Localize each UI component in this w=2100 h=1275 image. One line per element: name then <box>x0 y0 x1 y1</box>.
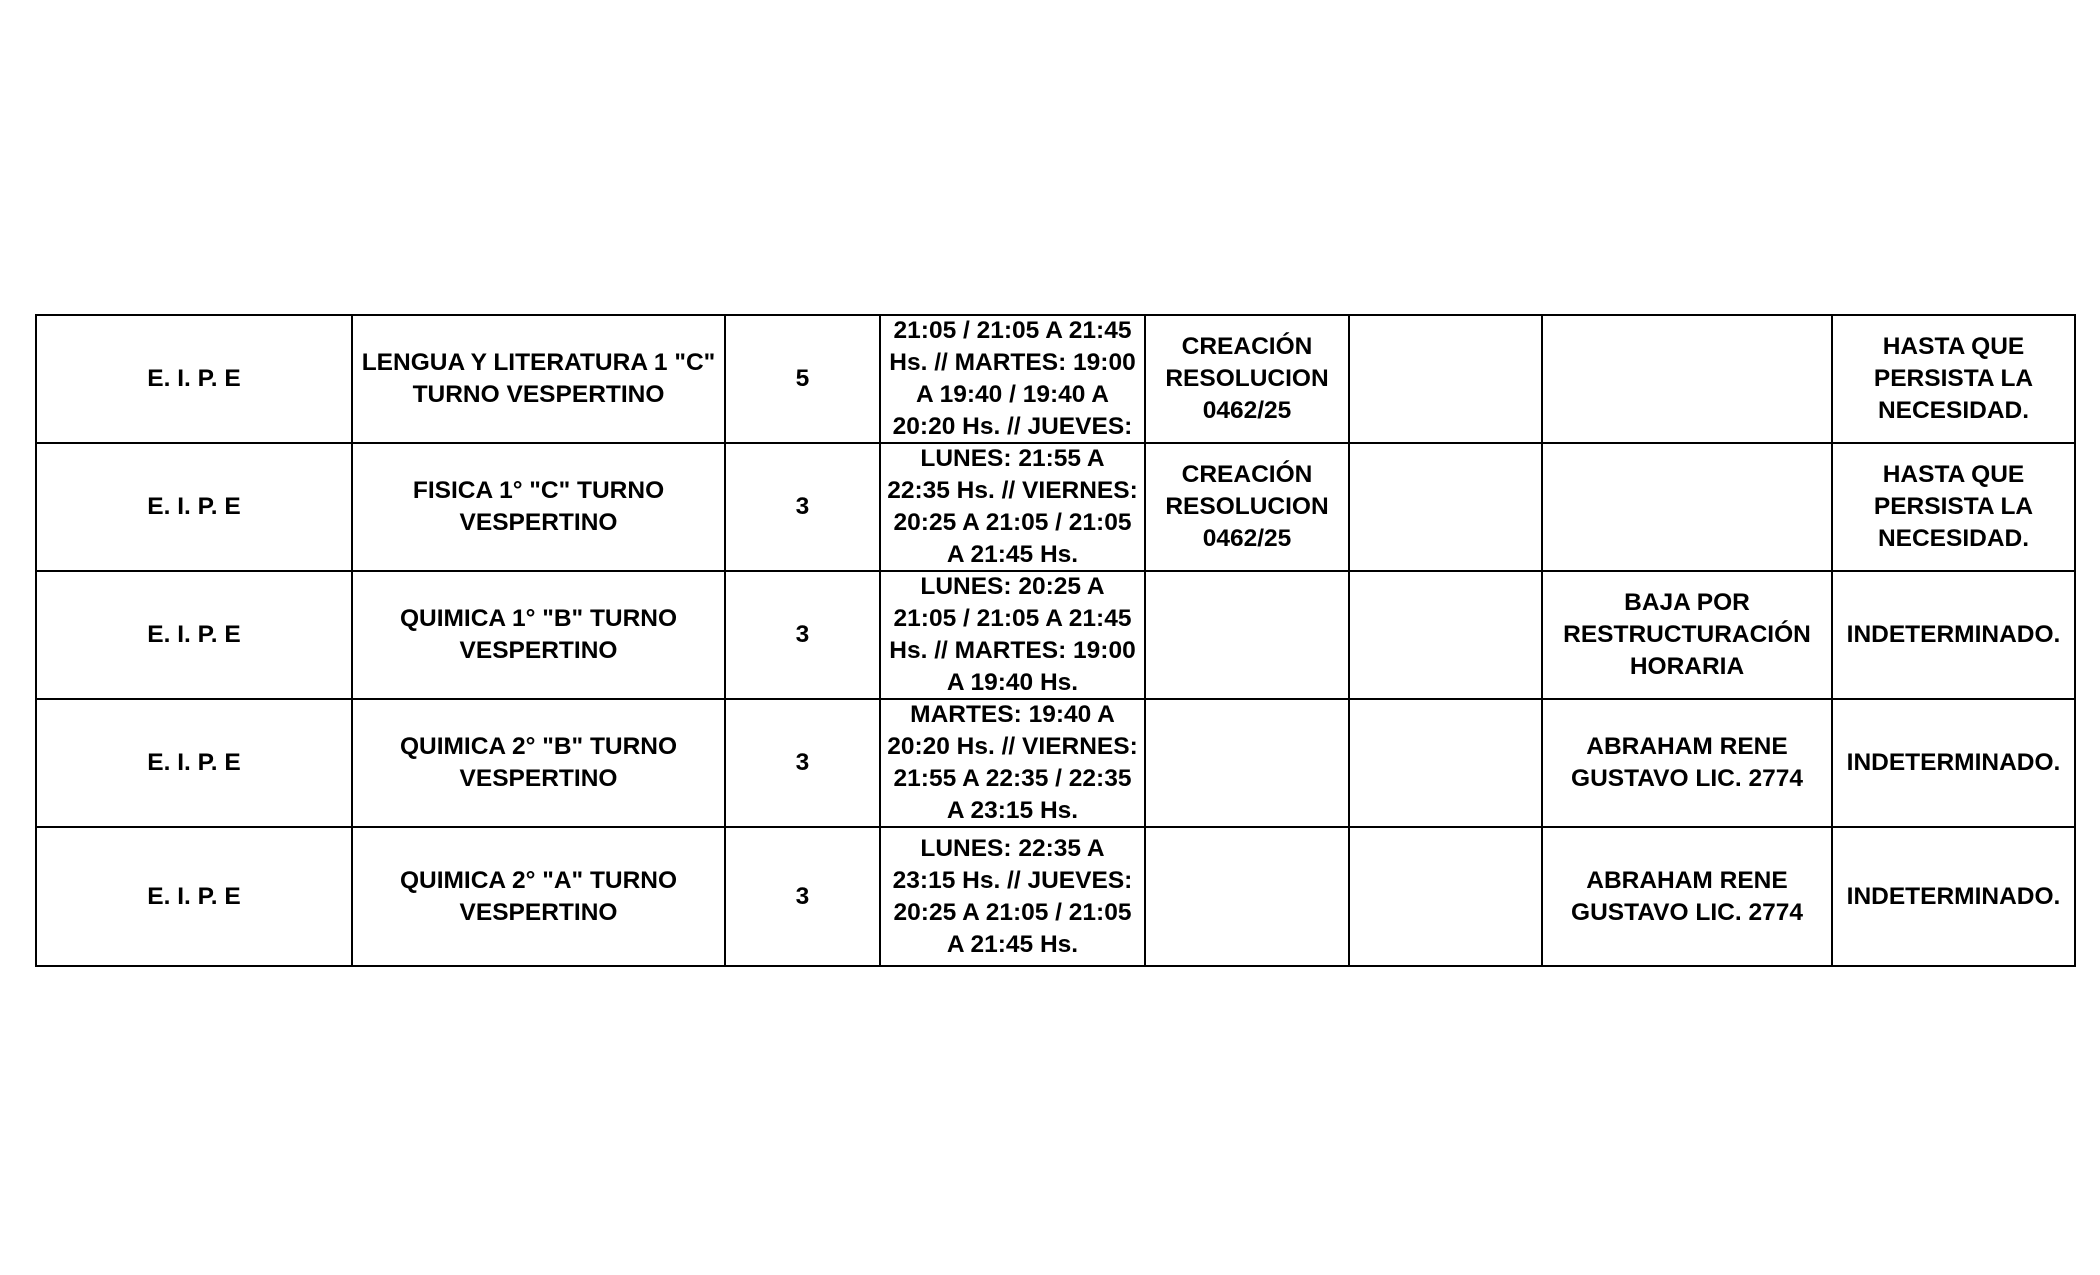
schedule-text: LUNES: 22:35 A 23:15 Hs. // JUEVES: 20:25 A 21:05 / 21:05 A 21:45 Hs. <box>892 834 1133 958</box>
hours-cell <box>725 315 880 443</box>
institution-text: E. I. P. E <box>147 749 241 776</box>
schedule-cell <box>880 443 1145 571</box>
table-row <box>36 699 2075 827</box>
note-cell <box>1145 443 1349 571</box>
duration-cell <box>1832 443 2075 571</box>
schedule-text: LUNES: 20:25 A 21:05 / 21:05 A 21:45 Hs. // MARTES: 19:00 A 19:40 Hs. <box>889 573 1136 696</box>
empty-cell <box>1349 443 1542 571</box>
table-row <box>36 315 2075 443</box>
replacement-cell <box>1542 571 1832 699</box>
duration-text: INDETERMINADO. <box>1846 882 2061 910</box>
duration-cell <box>1832 699 2075 827</box>
note-cell <box>1145 571 1349 699</box>
col7-text: BAJA POR RESTRUCTURACIÓN HORARIA <box>1563 589 1811 680</box>
institution-text: E. I. P. E <box>147 621 241 648</box>
empty-cell <box>1349 315 1542 443</box>
subject-text: FISICA 1° "C" TURNO VESPERTINO <box>412 477 665 536</box>
schedule-cell <box>880 315 1145 443</box>
note-cell <box>1145 827 1349 966</box>
hours-text: 3 <box>795 493 810 520</box>
institution-text: E. I. P. E <box>147 882 241 910</box>
empty-cell <box>1349 827 1542 966</box>
schedule-text: MARTES: 19:40 A 20:20 Hs. // VIERNES: 21:55 A 22:35 / 22:35 A 23:15 Hs. <box>887 701 1138 824</box>
note-cell <box>1145 699 1349 827</box>
duration-text: HASTA QUE PERSISTA LA NECESIDAD. <box>1873 461 2034 552</box>
subject-cell <box>352 699 725 827</box>
col7-text: ABRAHAM RENE GUSTAVO LIC. 2774 <box>1571 866 1803 926</box>
duration-cell <box>1832 315 2075 443</box>
empty-cell <box>1349 571 1542 699</box>
subject-cell <box>352 571 725 699</box>
subject-cell <box>352 827 725 966</box>
hours-cell <box>725 827 880 966</box>
duration-text: INDETERMINADO. <box>1846 749 2061 776</box>
table-row <box>36 571 2075 699</box>
note-cell <box>1145 315 1349 443</box>
institution-cell <box>36 827 352 966</box>
schedule-cell <box>880 571 1145 699</box>
subject-text: QUIMICA 1° "B" TURNO VESPERTINO <box>399 605 678 664</box>
subject-text: QUIMICA 2° "A" TURNO VESPERTINO <box>399 866 678 926</box>
note-text: CREACIÓN RESOLUCION 0462/25 <box>1165 461 1329 552</box>
replacement-cell <box>1542 699 1832 827</box>
duration-cell <box>1832 827 2075 966</box>
institution-text: E. I. P. E <box>147 365 241 392</box>
replacement-cell <box>1542 315 1832 443</box>
institution-cell <box>36 699 352 827</box>
hours-cell <box>725 443 880 571</box>
table-row <box>36 827 2075 966</box>
subject-cell <box>352 315 725 443</box>
schedule-cell <box>880 827 1145 966</box>
schedule-cell <box>880 699 1145 827</box>
assignment-table <box>35 314 2076 967</box>
hours-text: 3 <box>795 621 810 648</box>
note-text: CREACIÓN RESOLUCION 0462/25 <box>1165 333 1329 424</box>
duration-cell <box>1832 571 2075 699</box>
duration-text: HASTA QUE PERSISTA LA NECESIDAD. <box>1873 333 2034 424</box>
schedule-text: LUNES: 21:55 A 22:35 Hs. // VIERNES: 20:25 A 21:05 / 21:05 A 21:45 Hs. <box>887 445 1138 568</box>
hours-text: 3 <box>795 749 810 776</box>
subject-cell <box>352 443 725 571</box>
hours-text: 5 <box>795 365 810 392</box>
institution-cell <box>36 443 352 571</box>
subject-text: QUIMICA 2° "B" TURNO VESPERTINO <box>399 733 678 792</box>
duration-text: INDETERMINADO. <box>1846 621 2061 648</box>
hours-text: 3 <box>795 882 810 910</box>
hours-cell <box>725 571 880 699</box>
institution-text: E. I. P. E <box>147 493 241 520</box>
institution-cell <box>36 571 352 699</box>
empty-cell <box>1349 699 1542 827</box>
replacement-cell <box>1542 827 1832 966</box>
subject-text: LENGUA Y LITERATURA 1 "C" TURNO VESPERTINO <box>361 349 716 408</box>
institution-cell <box>36 315 352 443</box>
table-row <box>36 443 2075 571</box>
col7-text: ABRAHAM RENE GUSTAVO LIC. 2774 <box>1571 733 1803 792</box>
replacement-cell <box>1542 443 1832 571</box>
hours-cell <box>725 699 880 827</box>
schedule-text: 21:05 / 21:05 A 21:45 Hs. // MARTES: 19:00 A 19:40 / 19:40 A 20:20 Hs. // JUEVES: <box>889 317 1136 440</box>
